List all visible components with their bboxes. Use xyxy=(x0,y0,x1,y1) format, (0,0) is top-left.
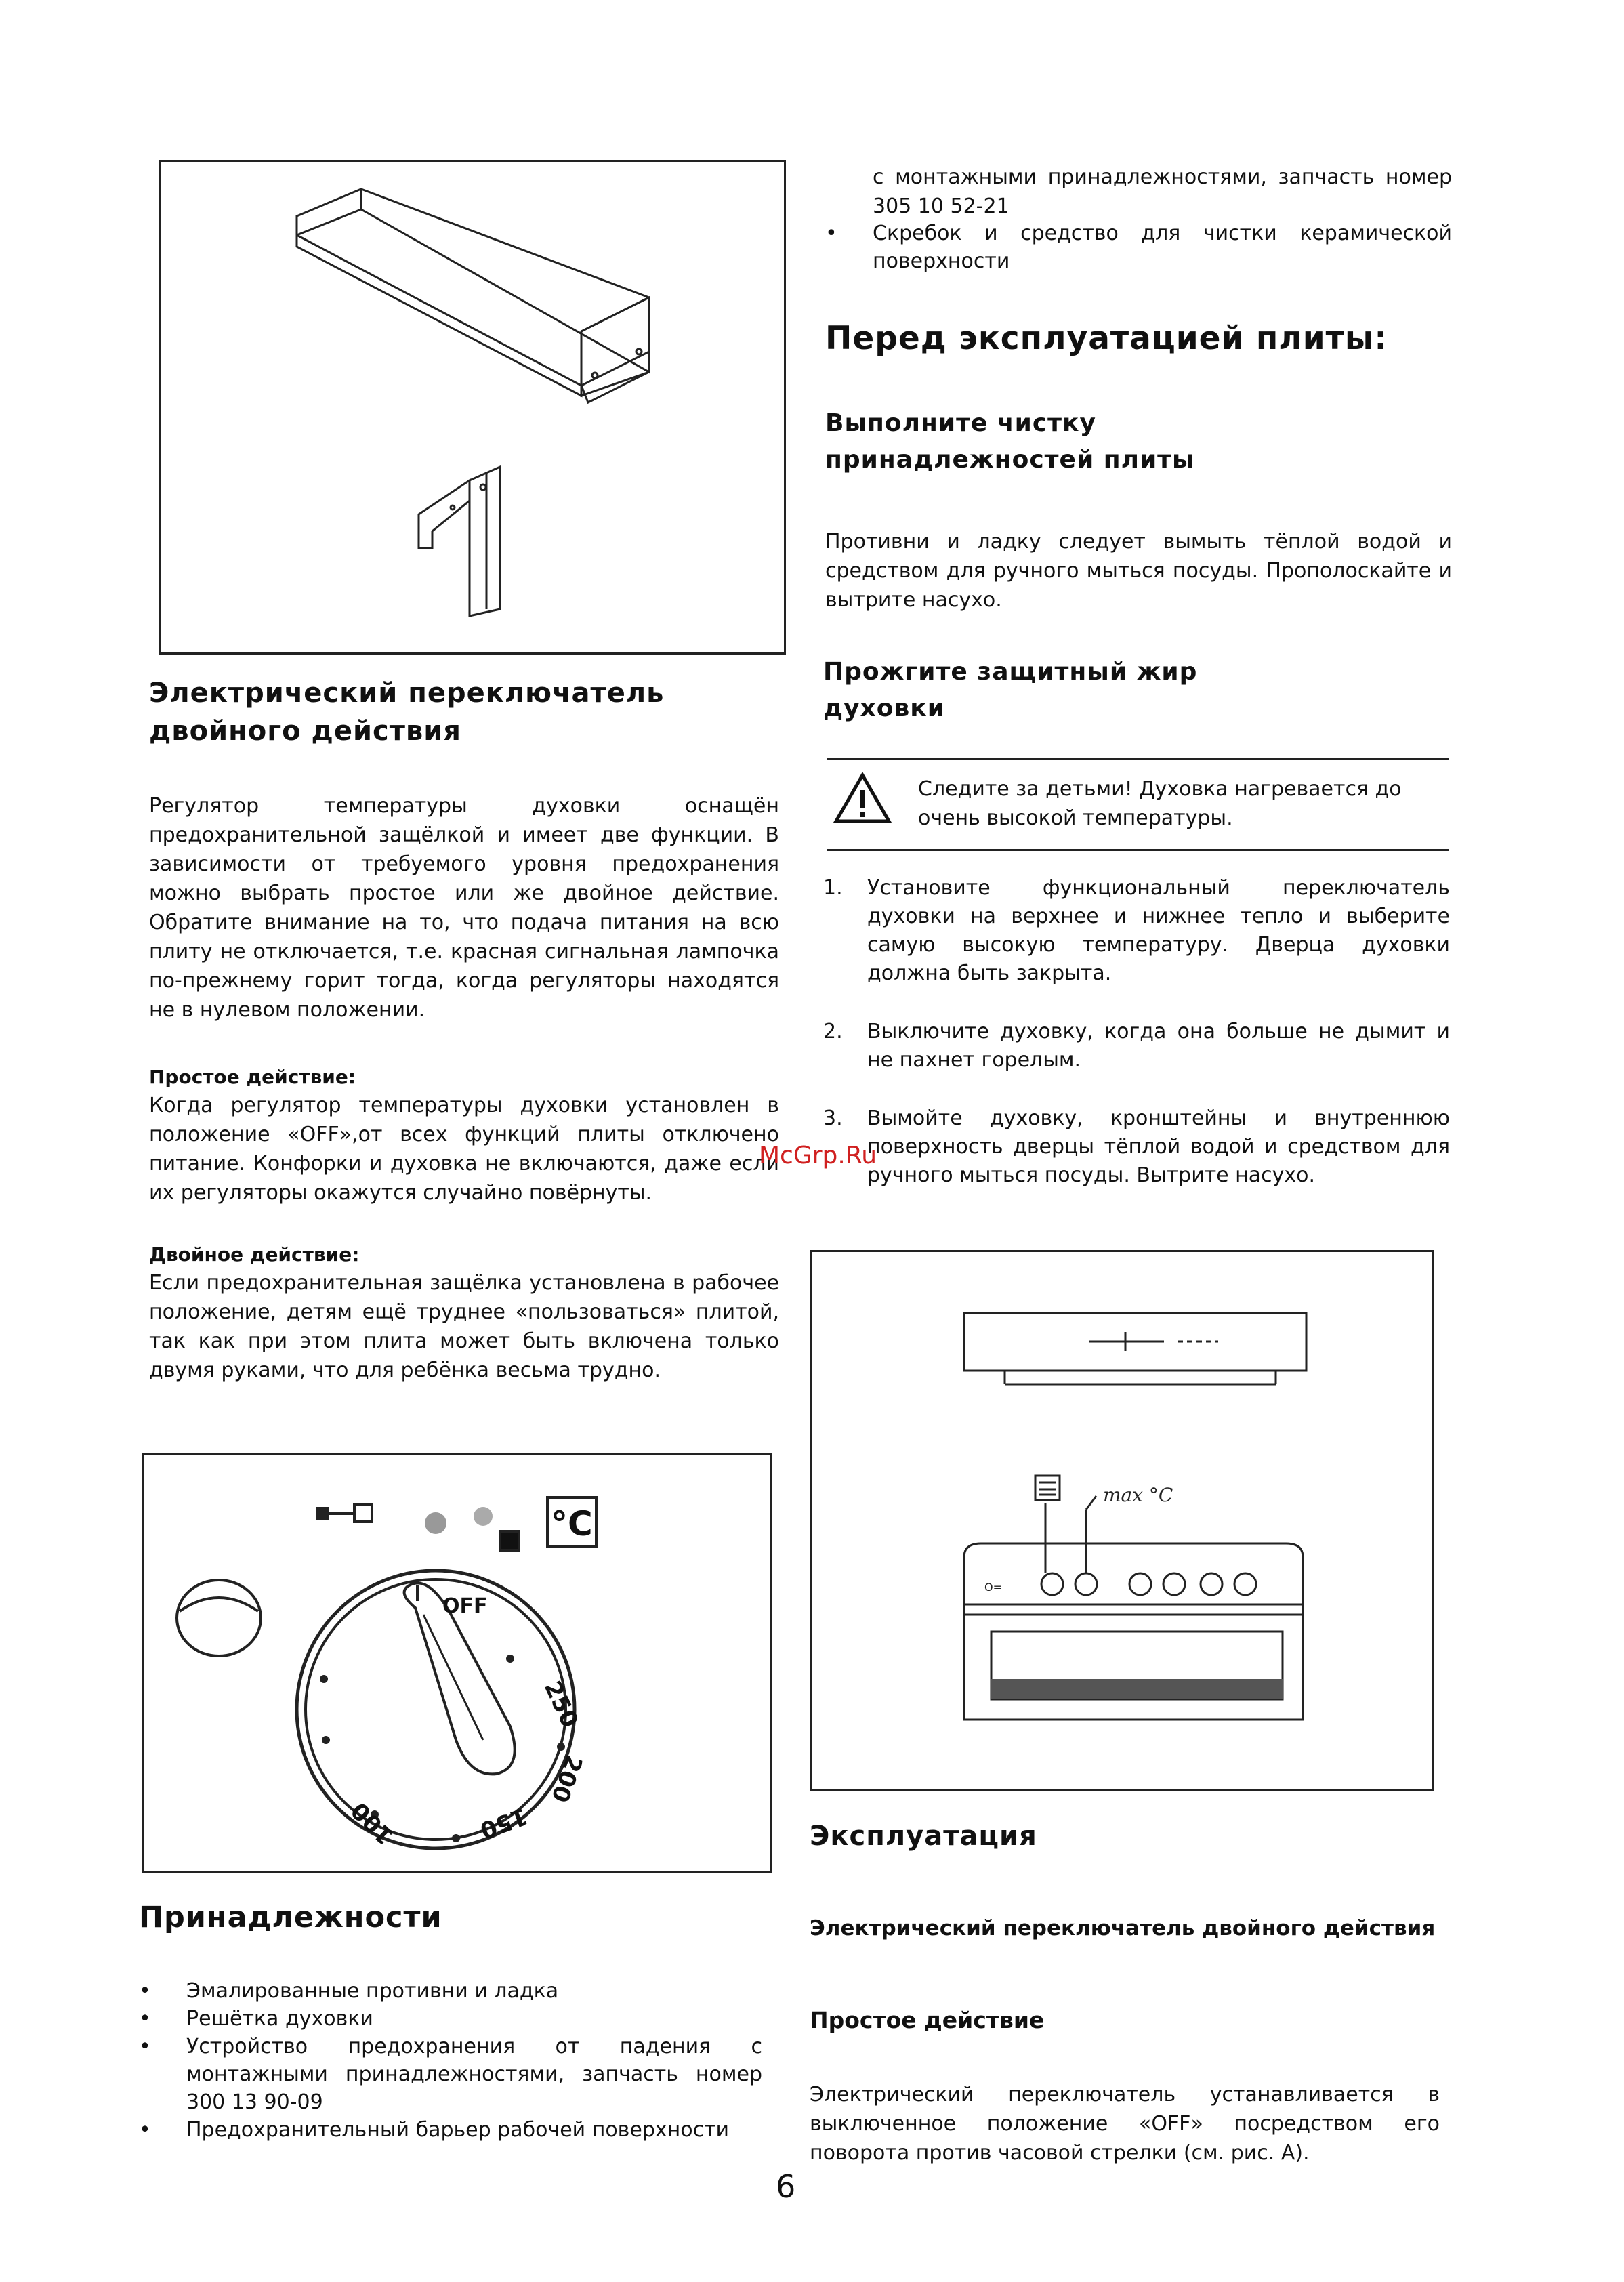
operation-subtitle: Электрический переключатель двойного действия xyxy=(810,1916,1436,1941)
switch-section-title: Электрический переключатель двойного действия xyxy=(149,678,665,747)
accessory-item: • Предохранительный барьер рабочей поверхности xyxy=(139,2116,762,2144)
simple-action-heading: Простое действие: xyxy=(149,1066,356,1088)
knob-drawing xyxy=(144,1455,770,1871)
knob-100-label: 100 xyxy=(346,1796,400,1850)
watermark: McGrp.Ru xyxy=(759,1142,877,1169)
svg-text:O=: O= xyxy=(984,1581,1002,1594)
continuation-list xyxy=(825,220,1452,275)
step-item xyxy=(823,1104,1450,1190)
knob-off-label: OFF xyxy=(442,1594,488,1618)
stove-figure xyxy=(810,1250,1434,1791)
burn-fat-title: Прожгите защитный жир духовки xyxy=(823,658,1198,722)
step-item xyxy=(823,1018,1450,1075)
operation-simple-text: Электрический переключатель устанавливается в выключенное положение «OFF» посредством его поворота против часовой стрелки (см. рис. А). xyxy=(810,2083,1440,2165)
clean-accessories-title: Выполните чистку принадлежностей плиты xyxy=(825,409,1195,474)
barrier-drawing xyxy=(161,162,784,652)
switch-intro-text: Регулятор температуры духовки оснащён предохранительной защёлкой и имеет две функции. В зависимости от требуемого уровня предохранения можно выбрать простое или же двойное действие. Обратите внимание на то, что подача питания на всю плиту не отключается, т.е. красная сигнальная лампочка по-прежнему горит тогда, когда регуляторы находятся не в нулевом положении. xyxy=(149,794,779,1022)
simple-action-text: Когда регулятор температуры духовки установлен в положение «OFF»,от всех функций плиты отключено питание. Конфорки и духовка не включаются, даже если их регуляторы окажутся случайно повёрнуты. xyxy=(149,1094,779,1205)
page-number: 6 xyxy=(776,2168,796,2205)
warning-top-rule xyxy=(827,758,1449,760)
knob-200-label: 200 xyxy=(545,1751,588,1806)
operation-simple-heading: Простое действие xyxy=(810,2007,1045,2033)
before-use-title: Перед эксплуатацией плиты: xyxy=(825,320,1388,357)
warning-bottom-rule xyxy=(827,849,1449,851)
warning-icon xyxy=(832,771,893,825)
knob-celsius-label: °C xyxy=(551,1504,593,1543)
accessories-list xyxy=(139,1977,762,2144)
continuation-text: с монтажными принадлежностями, запчасть номер 305 10 52-21 xyxy=(873,165,1452,218)
step-number: 3. xyxy=(823,1106,843,1130)
accessory-item: • Эмалированные противни и ладка xyxy=(139,1977,762,2005)
knob-150-label: 150 xyxy=(476,1802,531,1844)
burn-steps-list xyxy=(823,874,1450,1220)
knob-250-label: 250 xyxy=(538,1676,584,1733)
accessory-item: • Устройство предохранения от падения с монтажными принадлежностями, запчасть номер 300 13 90-09 xyxy=(139,2033,762,2116)
accessories-title: Принадлежности xyxy=(139,1901,442,1934)
warning-text: Следите за детьми! Духовка нагревается до очень высокой температуры. xyxy=(918,777,1402,830)
operation-title: Эксплуатация xyxy=(810,1821,1037,1852)
stove-drawing xyxy=(812,1252,1432,1789)
step-number: 1. xyxy=(823,876,843,900)
step-text: Установите функциональный переключатель духовки на верхнее и нижнее тепло и выберите самую высокую температуру. Дверца духовки должна быть закрыта. xyxy=(867,876,1450,985)
step-item xyxy=(823,874,1450,988)
barrier-figure xyxy=(159,160,786,655)
step-text: Выключите духовку, когда она больше не дымит и не пахнет горелым. xyxy=(867,1020,1450,1072)
step-text: Вымойте духовку, кронштейны и внутреннюю поверхность дверцы тёплой водой и средством для ручного мыться посуды. Вытрите насухо. xyxy=(867,1106,1450,1187)
step-number: 2. xyxy=(823,1020,843,1043)
double-action-text: Если предохранительная защёлка установлена в рабочее положение, детям ещё труднее «пользоваться» плитой, так как при этом плита может быть включена только двумя руками, что для ребёнка весьма трудно. xyxy=(149,1271,779,1382)
double-action-heading: Двойное действие: xyxy=(149,1243,360,1266)
stove-max-label: max °C xyxy=(1103,1484,1173,1506)
continuation-bullet: • Скребок и средство для чистки керамической поверхности xyxy=(825,220,1452,275)
accessory-item: • Решётка духовки xyxy=(139,2005,762,2033)
clean-accessories-text: Противни и ладку следует вымыть тёплой водой и средством для ручного мыться посуды. Прополоскайте и вытрите насухо. xyxy=(825,530,1452,612)
knob-figure xyxy=(142,1453,772,1873)
